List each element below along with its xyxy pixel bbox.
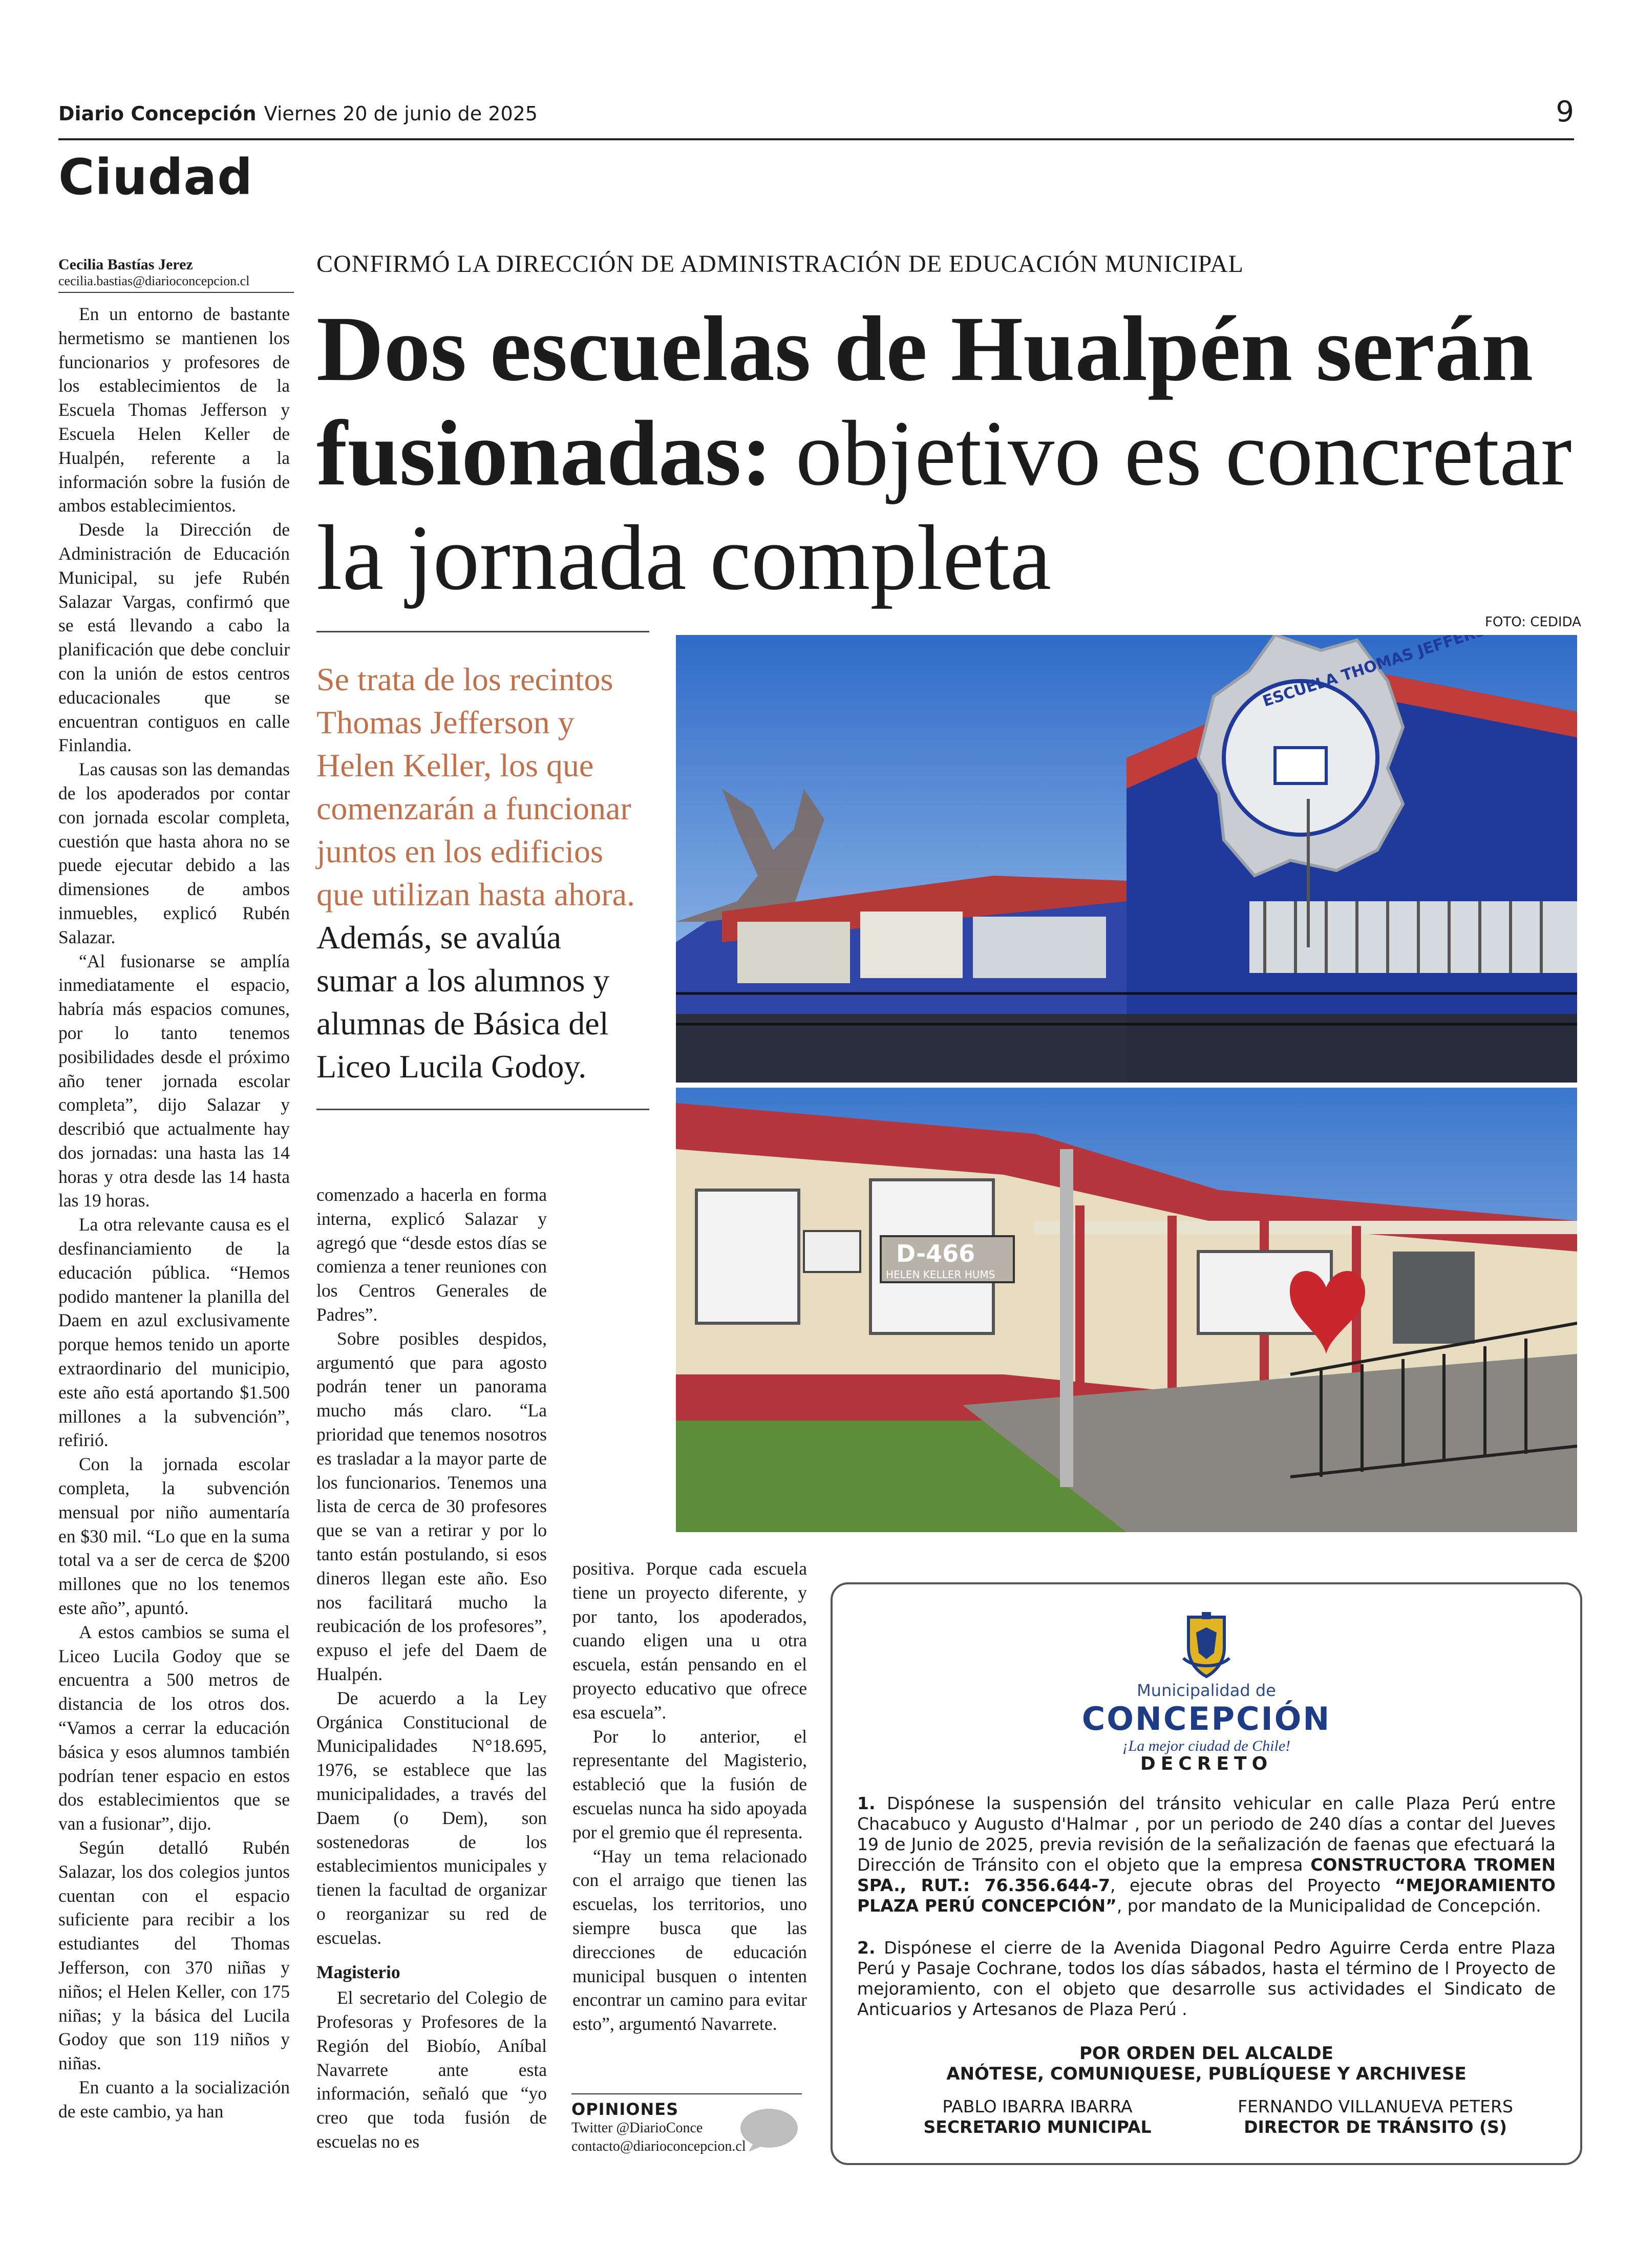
article-paragraph: A estos cambios se suma el Liceo Lucila Godoy que se encuentra a 500 metros de distancia de los otros dos. “Vamos a cerrar la educación básica y esos alumnos también podrían tener espacio en estos dos establecimientos que se van a fusionar”, dijo. (58, 1621, 290, 1834)
opiniones-title: OPINIONES (571, 2100, 679, 2119)
article-paragraph: El secretario del Colegio de Profesoras y Profesores de la Región del Biobío, Aníbal Navarrete ante esta información, señaló que “yo creo que toda fusión de escuelas no es (316, 1987, 547, 2152)
speech-bubble-icon (738, 2107, 800, 2153)
decree-item-1-project: “MEJORAMIENTO PLAZA PERÚ CONCEPCIÓN” (857, 1875, 1556, 1916)
decree-item-1-company: CONSTRUCTORA TROMEN SPA., RUT.: 76.356.644-7 (857, 1855, 1556, 1895)
article-column-3 (572, 1557, 807, 2036)
headline-bold: Dos escuelas de Hualpén serán fusionadas: (316, 298, 1534, 505)
signature-secretary-title: SECRETARIO MUNICIPAL (923, 2117, 1152, 2137)
headline (316, 297, 1576, 610)
page-number: 9 (1556, 95, 1574, 129)
article-paragraph: positiva. Porque cada escuela tiene un proyecto diferente, y por tanto, los apoderados, cuando eligen una u otra escuela, están pensando en el proyecto educativo que ofrece esa escuela”. (572, 1558, 807, 1723)
opiniones-box (571, 2093, 802, 2156)
plaque-name: HELEN KELLER HUMS (886, 1268, 995, 1281)
pull-quote-highlight: Se trata de los recintos Thomas Jefferson y Helen Keller, los que comenzarán a funcionar juntos en los edificios que utilizan hasta ahora. (316, 661, 635, 913)
opiniones-email[interactable]: contacto@diarioconcepcion.cl (571, 2138, 746, 2154)
headline-light: objetivo es concretar la jornada completa (316, 402, 1572, 609)
article-column-2 (316, 1183, 547, 2154)
article-paragraph: De acuerdo a la Ley Orgánica Constitucional de Municipalidades N°18.695, 1976, se establece que las municipalidades, a través del Daem (o Dem), son sostenedoras de los establecimientos municipales y tienen la facultad de organizar o reorganizar su red de escuelas. (316, 1687, 547, 1948)
decree-order-line-2: ANÓTESE, COMUNIQUESE, PUBLÍQUESE Y ARCHIVESE (946, 2064, 1467, 2084)
coat-of-arms-icon (1178, 1612, 1235, 1679)
signature-secretary (884, 2096, 1191, 2137)
article-subhead: Magisterio (316, 1961, 400, 1982)
decree-item-1 (857, 1793, 1556, 1916)
photo-credit: FOTO: CEDIDA (1485, 614, 1581, 630)
municipal-decree-ad (831, 1582, 1582, 2165)
decree-item-1-text-c: , por mandato de la Municipalidad de Concepción. (1116, 1896, 1541, 1916)
decree-item-2-text: Dispónese el cierre de la Avenida Diagonal Pedro Aguirre Cerda entre Plaza Perú y Pasaje Cochrane, todos los días sábados, hasta el término de l Proyecto de mejoramiento, con el objeto que desarrolle sus actividades el Sindicato de Anticuarios y Artesanos de Plaza Perú . (857, 1938, 1556, 2019)
byline (58, 256, 294, 293)
signature-secretary-name: PABLO IBARRA IBARRA (942, 2096, 1133, 2116)
article-paragraph: Por lo anterior, el representante del Magisterio, estableció que la fusión de escuelas nunca ha sido apoyada por el gremio que él representa. (572, 1726, 807, 1842)
pull-quote-rest: Además, se avalúa sumar a los alumnos y alumnas de Básica del Liceo Lucila Godoy. (316, 919, 610, 1085)
issue-date: Viernes 20 de junio de 2025 (264, 102, 538, 125)
decree-item-2-number: 2. (857, 1938, 876, 1958)
masthead (58, 95, 1574, 140)
municipality-slogan: ¡La mejor ciudad de Chile! (1122, 1737, 1291, 1754)
decree-order-line-1: POR ORDEN DEL ALCALDE (1079, 2043, 1333, 2064)
kicker: CONFIRMÓ LA DIRECCIÓN DE ADMINISTRACIÓN DE EDUCACIÓN MUNICIPAL (316, 250, 1244, 278)
article-paragraph: Según detalló Rubén Salazar, los dos colegios juntos cuentan con el espacio suficiente para recibir a los estudiantes del Thomas Jefferson, con 370 niñas y niños; el Helen Keller, con 175 niñas; y la básica del Lucila Godoy que son 119 niños y niñas. (58, 1837, 290, 2074)
article-paragraph: Sobre posibles despidos, argumentó que para agosto podrán tener un panorama mucho más claro. “La prioridad que tenemos nosotros es trasladar a la mayor parte de los funcionarios. Tenemos una lista de cerca de 30 profesores que se van a retirar y por lo tanto están postulando, si esos dineros llegan este año. Eso nos facilitará mucho la reubicación de los profesores”, expuso el jefe del Daem de Hualpén. (316, 1328, 547, 1684)
photo-helen-keller-school (676, 1088, 1577, 1532)
article-paragraph: “Al fusionarse se amplía inmediatamente el espacio, habría más espacios comunes, por lo tanto tenemos posibilidades desde el próximo año tener jornada escolar completa”, dijo Salazar y describió que actualmente hay dos jornadas: una hasta las 14 horas y otra desde las 14 hasta las 19 horas. (58, 950, 290, 1211)
opiniones-twitter[interactable]: Twitter @DiarioConce (571, 2120, 703, 2136)
article-paragraph: Las causas son las demandas de los apoderados por contar con jornada escolar completa, cuestión que hasta ahora no se puede ejecutar debido a las dimensiones de ambos inmuebles, explicó Rubén Salazar. (58, 759, 290, 947)
decree-item-1-text-b: , ejecute obras del Proyecto (1110, 1875, 1395, 1895)
signature-director (1222, 2096, 1529, 2137)
photo-block (676, 635, 1577, 1532)
article-paragraph: “Hay un tema relacionado con el arraigo que tienen las escuelas, los territorios, uno siempre busca que las direcciones de educación municipal busquen o intenten encontrar un camino para evitar esto”, argumentó Navarrete. (572, 1846, 807, 2034)
author-email[interactable]: cecilia.bastias@diarioconcepcion.cl (58, 273, 250, 288)
author-name: Cecilia Bastías Jerez (58, 256, 193, 273)
article-paragraph: En cuanto a la socialización de este cambio, ya han (58, 2076, 290, 2122)
article-paragraph: La otra relevante causa es el desfinanciamiento de la educación pública. “Hemos podido mantener la planilla del Daem en azul exclusivamente porque hemos tenido un aporte extraordinario del municipio, este año está aportando $1.500 millones a la subvención”, refirió. (58, 1214, 290, 1451)
decree-title: DECRETO (1140, 1753, 1273, 1774)
article-paragraph: Con la jornada escolar completa, la subvención mensual por niño aumentaría en $30 mil. “Lo que en la suma total va a ser de cerca de $200 millones que no los tenemos este año”, apuntó. (58, 1454, 290, 1619)
signature-director-name: FERNANDO VILLANUEVA PETERS (1238, 2096, 1513, 2116)
decree-item-1-text-a: Dispónese la suspensión del tránsito vehicular en calle Plaza Perú entre Chacabuco y Augusto d'Halmar , por un periodo de 240 días a contar del Jueves 19 de Junio de 2025, previa revisión de la señalización de faenas que efectuará la Dirección de Tránsito con el objeto que la empresa (857, 1793, 1556, 1875)
article-paragraph: Desde la Dirección de Administración de Educación Municipal, su jefe Rubén Salazar Vargas, confirmó que se está llevando a cabo la planificación que debe concluir con la unión de estos centros educacionales que se encuentran contiguos en calle Finlandia. (58, 519, 290, 756)
section-title: Ciudad (58, 149, 253, 206)
decree-item-1-number: 1. (857, 1793, 876, 1813)
decree-order (833, 2043, 1580, 2084)
signature-director-title: DIRECTOR DE TRÁNSITO (S) (1244, 2117, 1507, 2137)
pull-quote (316, 631, 649, 1110)
municipality-label: Municipalidad de (1137, 1681, 1276, 1700)
decree-item-2 (857, 1938, 1556, 2020)
article-paragraph: En un entorno de bastante hermetismo se mantienen los funcionarios y profesores de los establecimientos de la Escuela Thomas Jefferson y Escuela Helen Keller de Hualpén, referente a la información sobre la fusión de ambos establecimientos. (58, 304, 290, 516)
photo-thomas-jefferson-school (676, 635, 1577, 1083)
municipality-city: CONCEPCIÓN (1081, 1700, 1331, 1737)
paper-name: Diario Concepción (58, 102, 257, 125)
article-column-1 (58, 302, 290, 2124)
municipality-logo (833, 1612, 1580, 1755)
plaque-code: D-466 (896, 1240, 975, 1267)
article-paragraph: comenzado a hacerla en forma interna, explicó Salazar y agregó que “desde estos días se comienza a tener reuniones con los Centros Generales de Padres”. (316, 1184, 547, 1325)
